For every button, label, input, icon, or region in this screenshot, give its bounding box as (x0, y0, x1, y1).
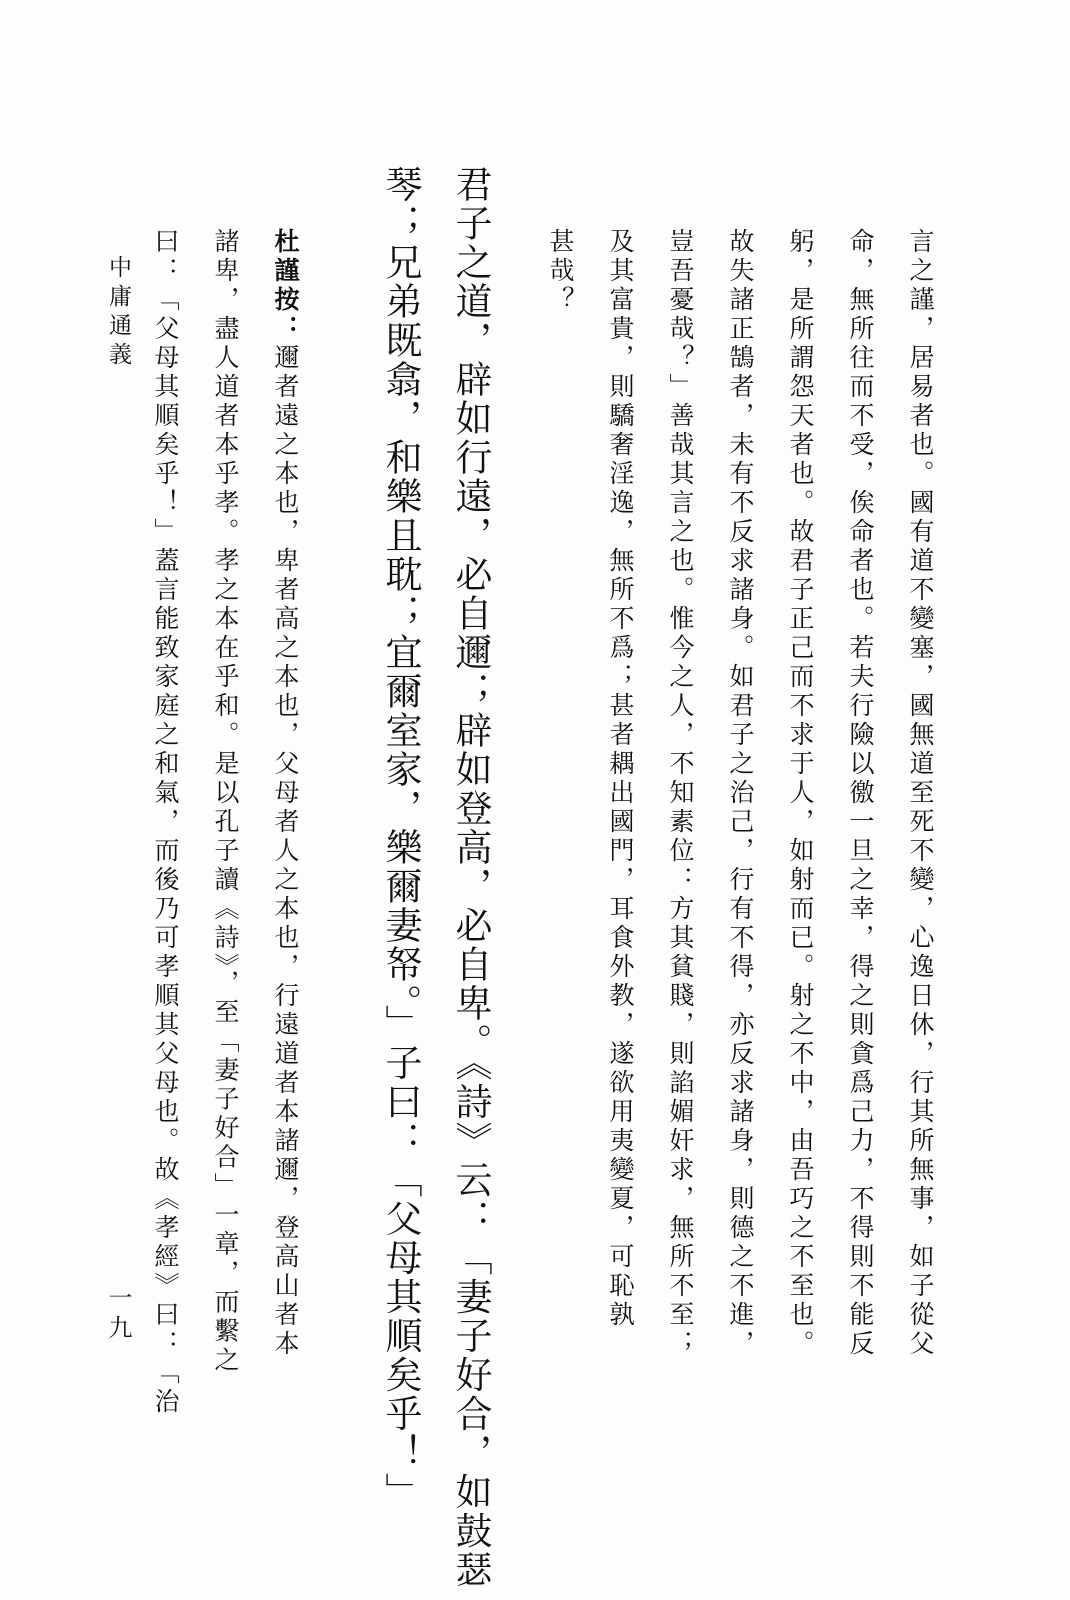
commentary-text: 邇者遠之本也，卑者高之本也，父母者人之本也，行遠道者本諸邇，登高山者本 (271, 344, 300, 1359)
commentary-label: 杜謹按： (271, 228, 300, 344)
main-text-line: 君子之道，辟如行遠，必自邇；辟如登高，必自卑。《詩》云：「妻子好合，如鼓瑟 (449, 165, 492, 1590)
commentary-line: 躬，是所謂怨天者也。故君子正己而不求于人，如射而已。射之不中，由吾巧之不至也。 (786, 228, 815, 1359)
commentary-line: 言之謹，居易者也。國有道不變塞，國無道至死不變，心逸日休，行其所無事，如子從父 (906, 228, 935, 1359)
commentary-line: 及其富貴，則驕奢淫逸，無所不爲；甚者耦出國門，耳食外教，遂欲用夷變夏，可恥孰 (606, 228, 635, 1330)
commentary-line: 曰：「父母其順矣乎！」蓋言能致家庭之和氣，而後乃可孝順其父母也。故《孝經》曰：「治 (151, 228, 180, 1417)
commentary-line: 甚哉？ (546, 228, 575, 315)
main-text-line: 琴；兄弟既翕，和樂且耽；宜爾室家，樂爾妻帑。」子曰：「父母其順矣乎！」 (379, 165, 422, 1512)
commentary-line: 豈吾憂哉？」善哉其言之也。惟今之人，不知素位：方其貧賤，則諂媚奸求，無所不至； (666, 228, 695, 1359)
commentary-line: 故失諸正鵠者，未有不反求諸身。如君子之治己，行有不得，亦反求諸身，則德之不進， (726, 228, 755, 1359)
commentary-first-line (255, 228, 315, 1359)
commentary-line: 命，無所往而不受，俟命者也。若夫行險以徼一旦之幸，得之則貪爲己力，不得則不能反 (846, 228, 875, 1359)
commentary-line: 諸卑，盡人道者本乎孝。孝之本在乎和。是以孔子讀《詩》，至「妻子好合」一章，而繫之 (211, 228, 240, 1376)
book-title: 中庸通義 (105, 255, 131, 371)
page-number: 一九 (104, 1285, 132, 1345)
